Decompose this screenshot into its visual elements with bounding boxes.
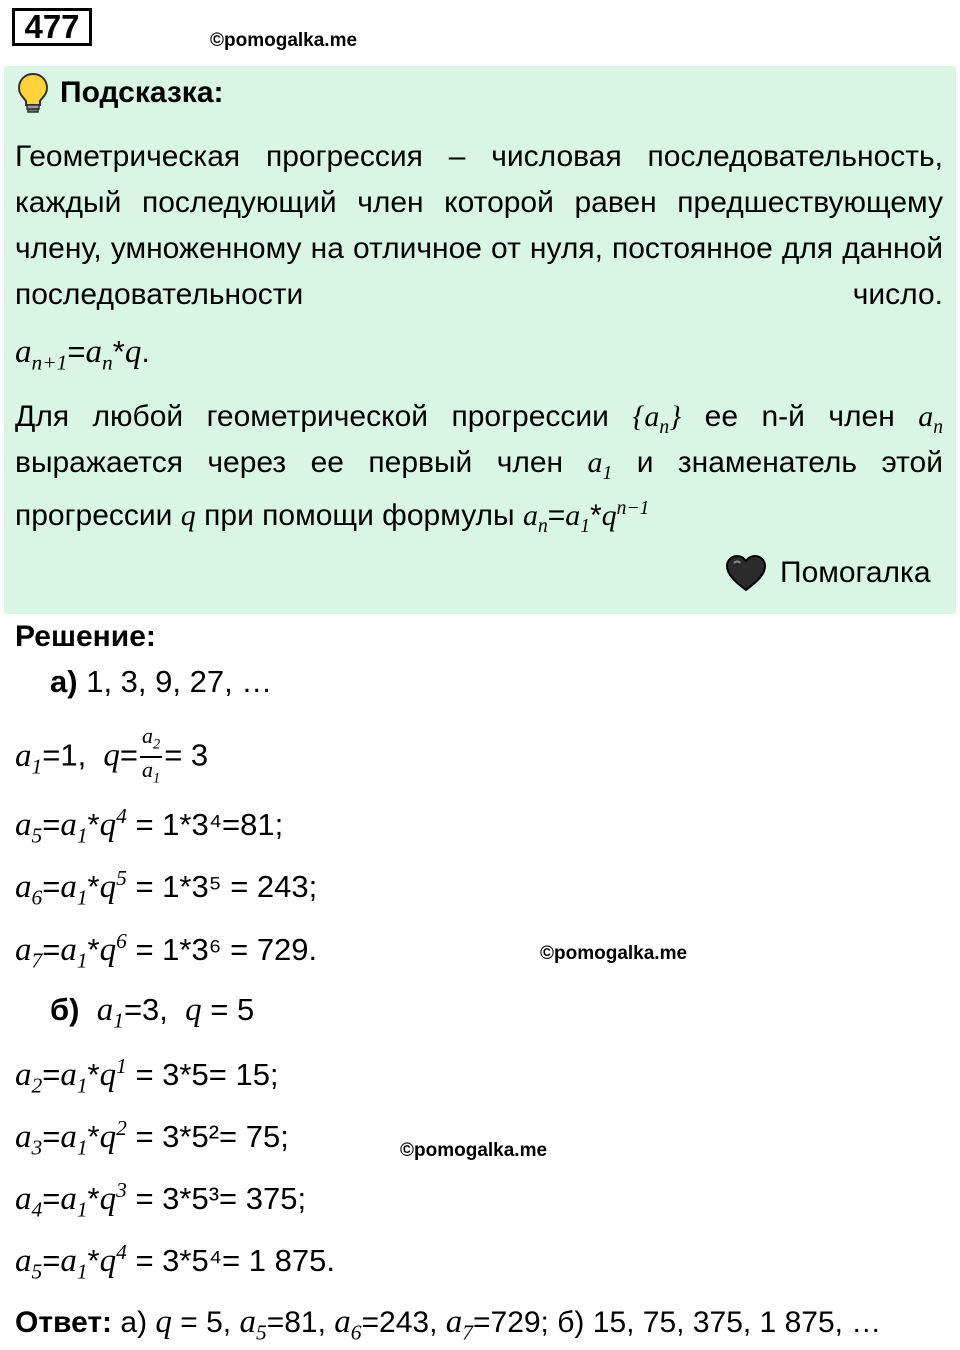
- part-b-line-a4: $a_4=a_1*q^3 = 3*5^3= 375$;: [15, 1178, 307, 1222]
- part-a-line-a5: $a_5=a_1*q^4 = 1*3^4=81$;: [15, 804, 284, 848]
- hint-recurrence: $a_{n+1}=a_n*q$.: [15, 334, 150, 375]
- solution-title: Решение:: [15, 620, 156, 653]
- part-b-line-a3: $a_3=a_1*q^2 = 3*5^2= 75$;: [15, 1116, 289, 1160]
- part-a-given: $a_1=1$, q= $\frac{a_2}{a_1}$ = 3: [15, 723, 209, 787]
- watermark-middle: ©pomogalka.me: [540, 943, 688, 964]
- hint-definition: Геометрическая прогрессия – числовая последовательность, каждый последующий член которой равен предшествующему члену, умноженному на отличное от нуля, постоянное для данной последовательности число.: [15, 140, 943, 311]
- hint-formula-line3: прогрессии q при помощи формулы $a_n=a_1*q^{n-1}$: [15, 498, 650, 537]
- heart-icon: [724, 553, 768, 593]
- watermark-bottom: ©pomogalka.me: [400, 1140, 548, 1161]
- brand-label: Помогалка: [780, 556, 931, 589]
- hint-title: Подсказка:: [60, 76, 224, 109]
- task-number: 477: [12, 8, 92, 46]
- lightbulb-icon: [16, 72, 50, 114]
- answer-line: Ответ: а) q = 5, $a_5=81$, $a_6=243$, $a_7=729$; б) 15, 75, 375, 1 875, …: [15, 1304, 882, 1345]
- part-b-header: б) $a_1=3$, q = 5: [50, 992, 255, 1033]
- part-b-line-a2: $a_2=a_1*q^1 = 3*5= 15$;: [15, 1054, 279, 1098]
- part-b-line-a5: $a_5=a_1*q^4 = 3*5^4= 1$ 875.: [15, 1240, 335, 1284]
- watermark-top: ©pomogalka.me: [210, 30, 358, 51]
- part-a-line-a7: $a_7=a_1*q^6 = 1*3^6 = 729$.: [15, 929, 318, 973]
- part-a-line-a6: $a_6=a_1*q^5 = 1*3^5 = 243$;: [15, 866, 318, 910]
- part-a-header: а) 1, 3, 9, 27, …: [50, 664, 273, 699]
- hint-formula-line2: выражается через ее первый член $a_1$ и знаменатель этой: [15, 446, 943, 484]
- hint-formula-line1: Для любой геометрической прогрессии $\{a_n\}$ ее n-й член $a_n$: [15, 400, 944, 438]
